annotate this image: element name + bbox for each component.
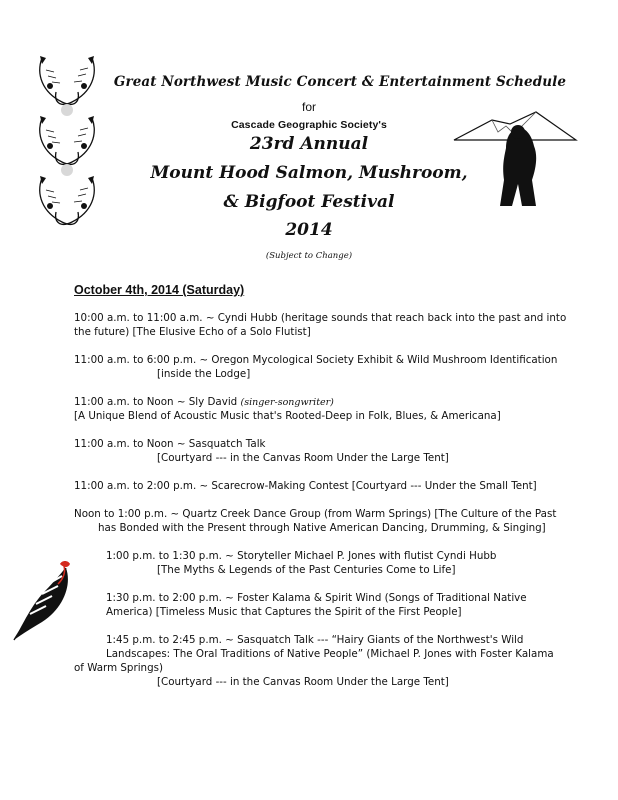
event-line: of Warm Springs) — [74, 662, 163, 674]
event-line: 1:30 p.m. to 2:00 p.m. ~ Foster Kalama & Spirit Wind (Songs of Traditional Native — [106, 592, 527, 604]
event-line — [74, 395, 334, 410]
event-line: 1:00 p.m. to 1:30 p.m. ~ Storyteller Michael P. Jones with flutist Cyndi Hubb — [106, 550, 497, 562]
for-label: for — [301, 100, 316, 114]
festival-year: 2014 — [285, 220, 333, 240]
event-line: 10:00 a.m. to 11:00 a.m. ~ Cyndi Hubb (heritage sounds that reach back into the past and into — [74, 312, 567, 324]
event-line: America) [Timeless Music that Captures the Spirit of the First People] — [106, 606, 462, 618]
event-line: [Courtyard --- in the Canvas Room Under the Large Tent] — [157, 452, 449, 464]
event-line: 11:00 a.m. to Noon ~ Sasquatch Talk — [74, 438, 266, 450]
festival-name-line2: & Bigfoot Festival — [223, 192, 395, 212]
event-line: 11:00 a.m. to 2:00 p.m. ~ Scarecrow-Making Contest [Courtyard --- Under the Small Tent] — [74, 480, 537, 492]
performer-note: (singer-songwriter) — [240, 397, 334, 408]
event-line: 11:00 a.m. to 6:00 p.m. ~ Oregon Mycological Society Exhibit & Wild Mushroom Identification — [74, 354, 558, 366]
event-text: 11:00 a.m. to Noon ~ Sly David — [74, 396, 238, 408]
event-line: Landscapes: The Oral Traditions of Native People” (Michael P. Jones with Foster Kalama — [106, 648, 554, 660]
society-name: Cascade Geographic Society's — [231, 119, 387, 131]
festival-name-line1: Mount Hood Salmon, Mushroom, — [150, 163, 468, 183]
event-line: has Bonded with the Present through Native American Dancing, Drumming, & Singing] — [98, 522, 546, 534]
feather-icon — [8, 560, 80, 644]
event-line: 1:45 p.m. to 2:45 p.m. ~ Sasquatch Talk --- “Hairy Giants of the Northwest's Wild — [106, 634, 524, 646]
date-heading: October 4th, 2014 (Saturday) — [74, 283, 245, 297]
event-line: [Courtyard --- in the Canvas Room Under the Large Tent] — [157, 676, 449, 688]
event-line: the future) [The Elusive Echo of a Solo Flutist] — [74, 326, 311, 338]
event-line: [A Unique Blend of Acoustic Music that's Rooted-Deep in Folk, Blues, & Americana] — [74, 410, 501, 422]
event-line: Noon to 1:00 p.m. ~ Quartz Creek Dance Group (from Warm Springs) [The Culture of the Past — [74, 508, 557, 520]
event-line: [inside the Lodge] — [157, 368, 251, 380]
event-line: [The Myths & Legends of the Past Centuries Come to Life] — [157, 564, 456, 576]
annual-label: 23rd Annual — [249, 134, 369, 154]
subject-to-change-note: (Subject to Change) — [265, 251, 353, 261]
schedule-title: Great Northwest Music Concert & Entertainment Schedule — [113, 74, 567, 90]
